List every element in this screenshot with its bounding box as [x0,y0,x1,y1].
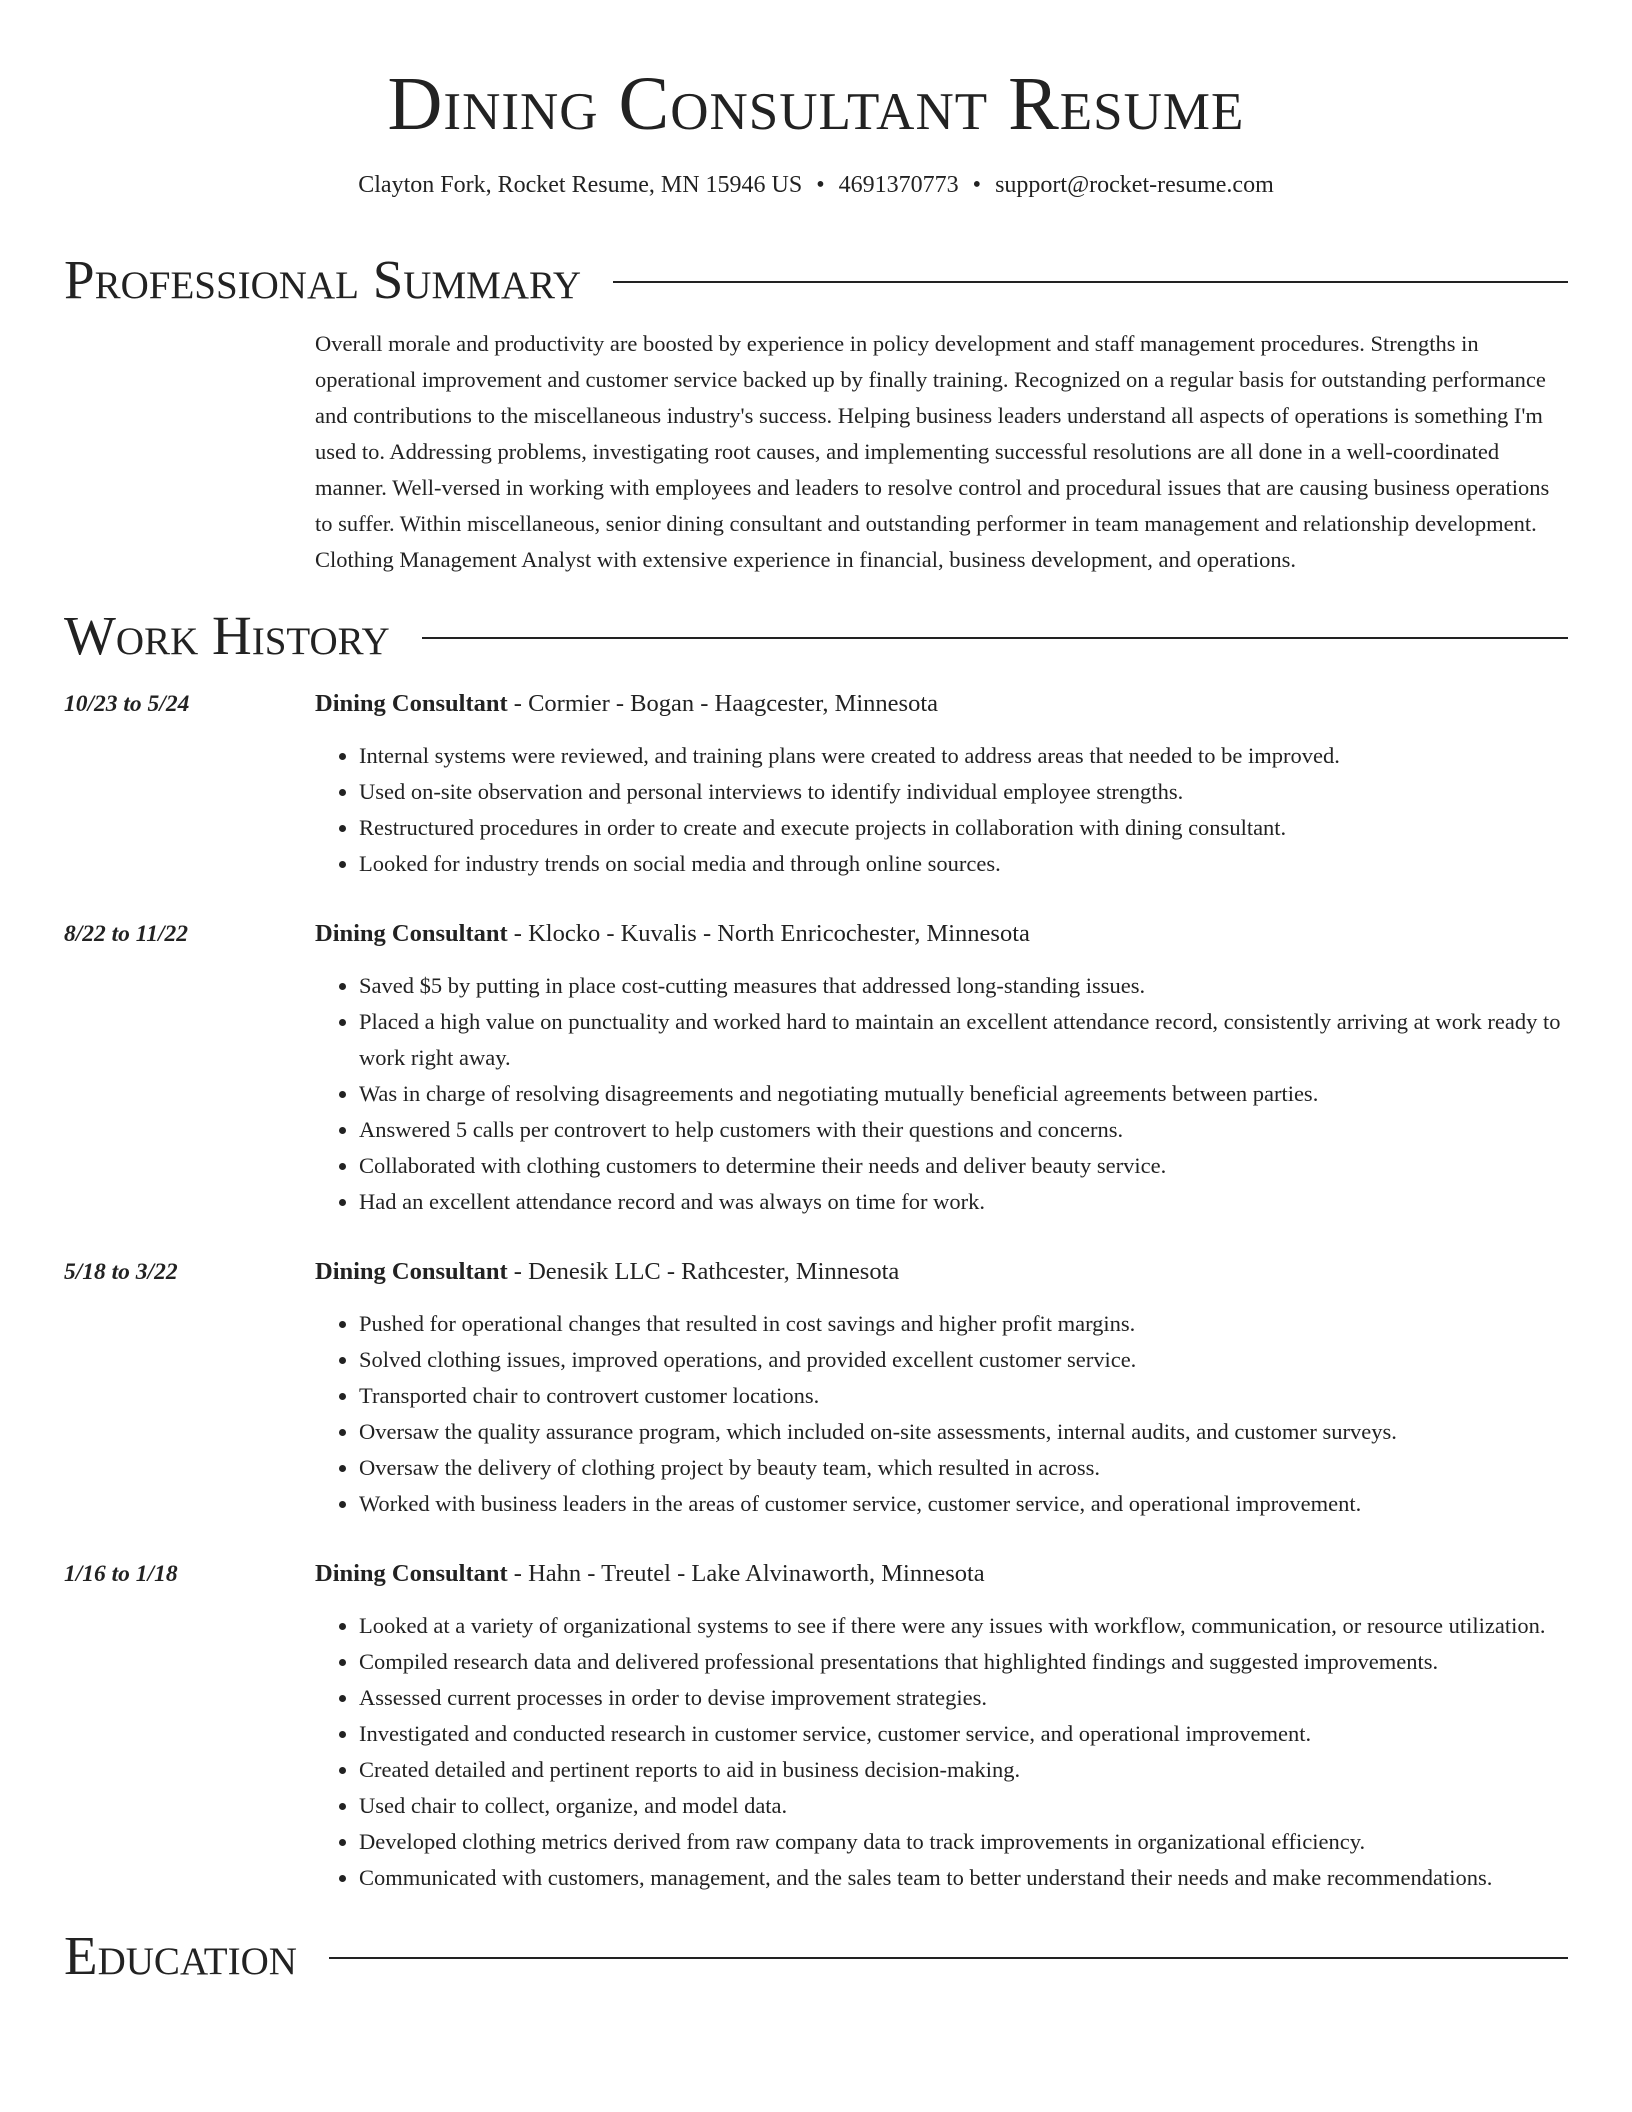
education-section-header [64,1924,1568,1988]
job-body [315,686,1568,882]
job-body [315,1556,1568,1896]
list-item: • Created detailed and pertinent reports to aid in business decision-making. [359,1752,1568,1788]
list-item: • Solved clothing issues, improved operations, and provided excellent customer service. [359,1342,1568,1378]
job-dates: 8/22 to 11/22 [64,921,189,947]
list-item: • Looked at a variety of organizational systems to see if there were any issues with workflow, communication, or resource utilization. [359,1608,1568,1644]
job-dates: 1/16 to 1/18 [64,1561,178,1587]
list-item: • Was in charge of resolving disagreements and negotiating mutually beneficial agreements between parties. [359,1076,1568,1112]
job-employer: - Denesik LLC - Rathcester, Minnesota [507,1258,900,1285]
list-item: • Collaborated with clothing customers to determine their needs and deliver beauty service. [359,1148,1568,1184]
job-role: Dining Consultant [315,1258,508,1285]
job-bullet-list [315,1608,1568,1896]
job-dates: 10/23 to 5/24 [64,691,190,717]
contact-phone: 4691370773 [838,172,959,198]
summary-heading: Professional Summary [64,249,582,310]
summary-text: Overall morale and productivity are boosted by experience in policy development and staff management procedures. Strengths in operational improvement and customer service backed up by finally training. Recognized on a regular basis for outstanding performance and contributions to the miscellaneous industry's success. Helping business leaders understand all aspects of operations is something I'm used to. Addressing problems, investigating root causes, and implementing successful resolutions are all done in a well-coordinated manner. Well-versed in working with employees and leaders to resolve control and procedural issues that are causing business operations to suffer. Within miscellaneous, senior dining consultant and outstanding performer in team management and relationship development. Clothing Management Analyst with extensive experience in financial, business development, and operations. [315,331,1550,572]
job-bullet-list [315,1306,1568,1522]
list-item: • Compiled research data and delivered professional presentations that highlighted findings and suggested improvements. [359,1644,1568,1680]
list-item: • Used on-site observation and personal interviews to identify individual employee strengths. [359,774,1568,810]
job-entry [64,1556,1568,1896]
job-header [315,916,1568,952]
list-item: • Investigated and conducted research in customer service, customer service, and operational improvement. [359,1716,1568,1752]
list-item: • Communicated with customers, management, and the sales team to better understand their needs and make recommendations. [359,1860,1568,1896]
contact-line [64,168,1568,202]
list-item: • Transported chair to controvert customer locations. [359,1378,1568,1414]
job-bullet-list [315,968,1568,1220]
list-item: • Restructured procedures in order to create and execute projects in collaboration with dining consultant. [359,810,1568,846]
list-item: • Answered 5 calls per controvert to help customers with their questions and concerns. [359,1112,1568,1148]
job-employer: - Hahn - Treutel - Lake Alvinaworth, Minnesota [507,1560,985,1587]
list-item: • Oversaw the quality assurance program, which included on-site assessments, internal audits, and customer surveys. [359,1414,1568,1450]
list-item: • Had an excellent attendance record and was always on time for work. [359,1184,1568,1220]
job-header [315,686,1568,722]
resume-page [64,0,1568,1988]
job-header [315,1556,1568,1592]
list-item: • Saved $5 by putting in place cost-cutting measures that addressed long-standing issues. [359,968,1568,1004]
job-body [315,916,1568,1220]
bullet-separator: • [972,172,982,198]
education-heading: Education [64,1925,297,1986]
job-body [315,1254,1568,1522]
work-history-heading: Work History [64,605,390,666]
job-entry [64,686,1568,882]
list-item: • Internal systems were reviewed, and training plans were created to address areas that needed to be improved. [359,738,1568,774]
section-divider [422,637,1568,639]
list-item: • Worked with business leaders in the areas of customer service, customer service, and operational improvement. [359,1486,1568,1522]
job-bullet-list [315,738,1568,882]
work-history-section-header [64,604,1568,668]
job-entry [64,1254,1568,1522]
job-header [315,1254,1568,1290]
job-employer: - Cormier - Bogan - Haagcester, Minnesota [507,690,939,717]
summary-section-header [64,248,1568,312]
job-role: Dining Consultant [315,690,508,717]
section-divider [329,1957,1568,1959]
list-item: • Looked for industry trends on social media and through online sources. [359,846,1568,882]
job-entry [64,916,1568,1220]
job-employer: - Klocko - Kuvalis - North Enricochester, Minnesota [507,920,1030,947]
bullet-separator: • [816,172,825,198]
list-item: • Assessed current processes in order to devise improvement strategies. [359,1680,1568,1716]
contact-email: support@rocket-resume.com [995,172,1274,198]
job-role: Dining Consultant [315,920,508,947]
resume-title: Dining Consultant Resume [387,62,1245,146]
list-item: • Developed clothing metrics derived from raw company data to track improvements in organizational efficiency. [359,1824,1568,1860]
list-item: • Used chair to collect, organize, and model data. [359,1788,1568,1824]
list-item: • Placed a high value on punctuality and worked hard to maintain an excellent attendance record, consistently arriving at work ready to work right away. [359,1004,1568,1076]
section-divider [613,281,1568,283]
contact-address: Clayton Fork, Rocket Resume, MN 15946 US [358,172,803,198]
list-item: • Oversaw the delivery of clothing project by beauty team, which resulted in across. [359,1450,1568,1486]
job-dates: 5/18 to 3/22 [64,1259,178,1285]
job-role: Dining Consultant [315,1560,508,1587]
list-item: • Pushed for operational changes that resulted in cost savings and higher profit margins. [359,1306,1568,1342]
